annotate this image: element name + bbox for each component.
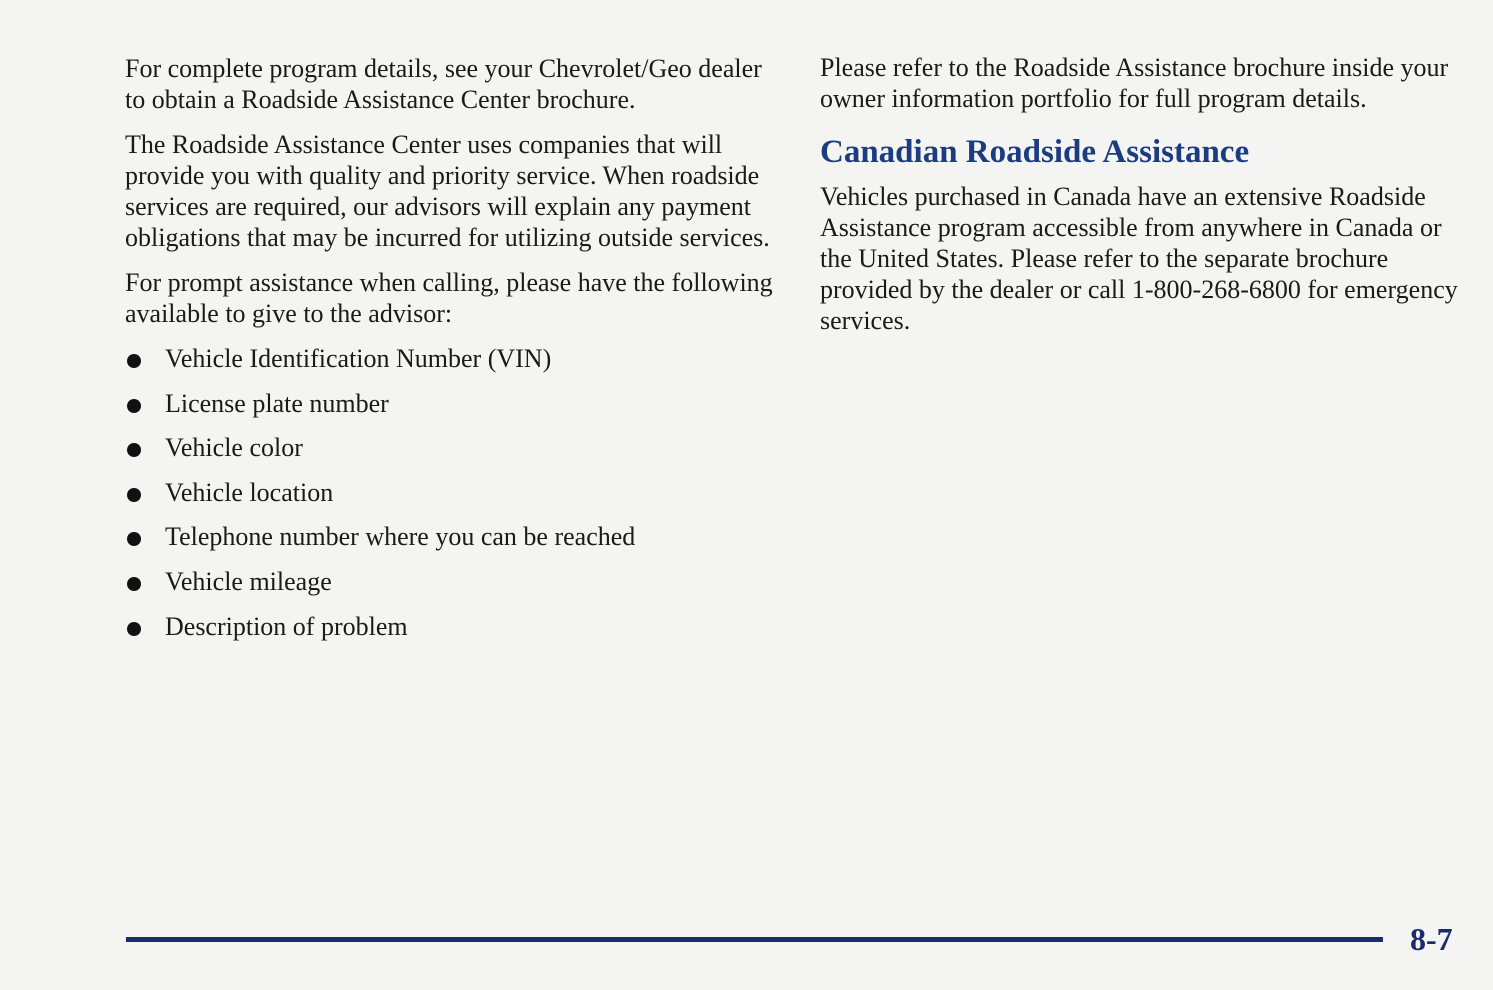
bullet-icon [127,399,141,413]
bullet-icon [127,622,141,636]
bullet-icon [127,577,141,591]
list-item-text: Vehicle location [165,477,334,507]
required-info-list [125,343,775,642]
list-item-text: Vehicle mileage [165,566,332,596]
page-number: 8-7 [1410,921,1453,957]
bullet-icon [127,443,141,457]
list-item-text: License plate number [165,388,389,418]
list-item-text: Vehicle color [165,433,303,463]
bullet-icon [127,532,141,546]
canadian-assistance-paragraph: Vehicles purchased in Canada have an extensive Roadside Assistance program accessible from anywhere in Canada or the United States. Please refer to the separate brochure provided by the dealer or call 1-800-268-6800 for emergency services. [820,182,1458,335]
list-item [125,611,775,642]
left-column [125,53,775,655]
brochure-reference-paragraph: Please refer to the Roadside Assistance brochure inside your owner information portfolio for full program details. [820,53,1449,113]
assistance-center-paragraph: The Roadside Assistance Center uses companies that will provide you with quality and priority service. When roadside services are required, our advisors will explain any payment obligations that may be incurred for utilizing outside services. [125,130,770,252]
list-item [125,477,775,508]
program-details-paragraph: For complete program details, see your Chevrolet/Geo dealer to obtain a Roadside Assistance Center brochure. [125,54,762,114]
list-item-text: Description of problem [165,611,408,641]
prompt-assistance-paragraph: For prompt assistance when calling, please have the following available to give to the advisor: [125,268,773,328]
bullet-icon [127,488,141,502]
list-item [125,343,775,374]
right-column [820,52,1465,350]
section-heading: Canadian Roadside Assistance [820,134,1250,170]
list-item-text: Telephone number where you can be reached [165,522,636,552]
bullet-icon [127,354,141,368]
list-item-text: Vehicle Identification Number (VIN) [165,344,552,373]
list-item [125,432,775,463]
list-item [125,388,775,419]
list-item [125,566,775,597]
footer-divider [126,937,1383,942]
list-item [125,521,775,552]
